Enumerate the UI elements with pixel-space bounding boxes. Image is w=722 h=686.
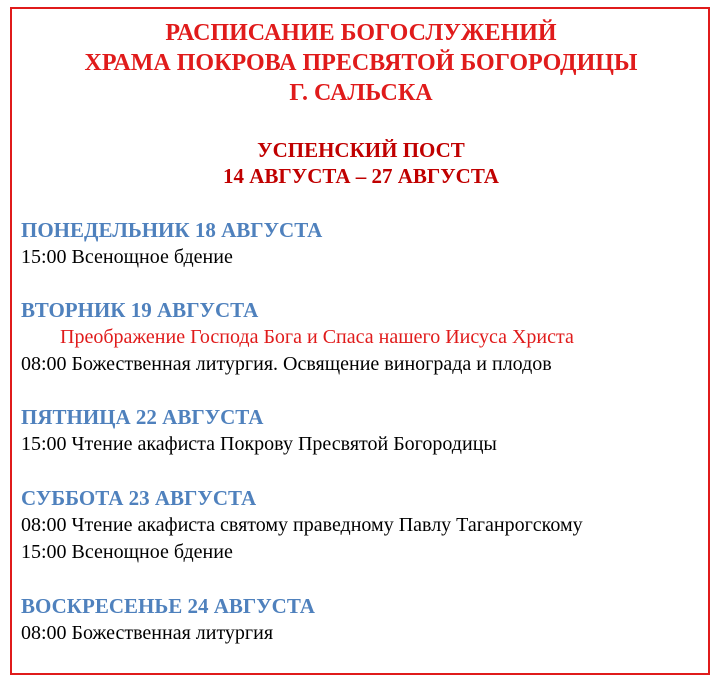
service-line: 15:00 Чтение акафиста Покрову Пресвятой Богородицы bbox=[21, 433, 497, 455]
day-heading-saturday: СУББОТА 23 АВГУСТА bbox=[21, 486, 257, 510]
service-line: 08:00 Чтение акафиста святому праведному Павлу Таганрогскому bbox=[21, 514, 583, 536]
service-line: 08:00 Божественная литургия. Освящение винограда и плодов bbox=[21, 353, 552, 375]
fast-period-name: УСПЕНСКИЙ ПОСТ bbox=[257, 138, 465, 162]
day-heading-tuesday: ВТОРНИК 19 АВГУСТА bbox=[21, 298, 259, 322]
schedule-title-line3: Г. САЛЬСКА bbox=[289, 80, 433, 106]
fast-period-dates: 14 АВГУСТА – 27 АВГУСТА bbox=[223, 164, 499, 188]
service-line: 15:00 Всенощное бдение bbox=[21, 541, 233, 563]
feast-name: Преображение Господа Бога и Спаса нашего Иисуса Христа bbox=[60, 326, 574, 348]
day-heading-friday: ПЯТНИЦА 22 АВГУСТА bbox=[21, 405, 264, 429]
service-line: 15:00 Всенощное бдение bbox=[21, 246, 233, 268]
day-heading-sunday: ВОСКРЕСЕНЬЕ 24 АВГУСТА bbox=[21, 594, 315, 618]
day-heading-monday: ПОНЕДЕЛЬНИК 18 АВГУСТА bbox=[21, 218, 323, 242]
schedule-title-line2: ХРАМА ПОКРОВА ПРЕСВЯТОЙ БОГОРОДИЦЫ bbox=[84, 50, 638, 76]
schedule-title-line1: РАСПИСАНИЕ БОГОСЛУЖЕНИЙ bbox=[165, 20, 557, 46]
service-line: 08:00 Божественная литургия bbox=[21, 622, 274, 644]
